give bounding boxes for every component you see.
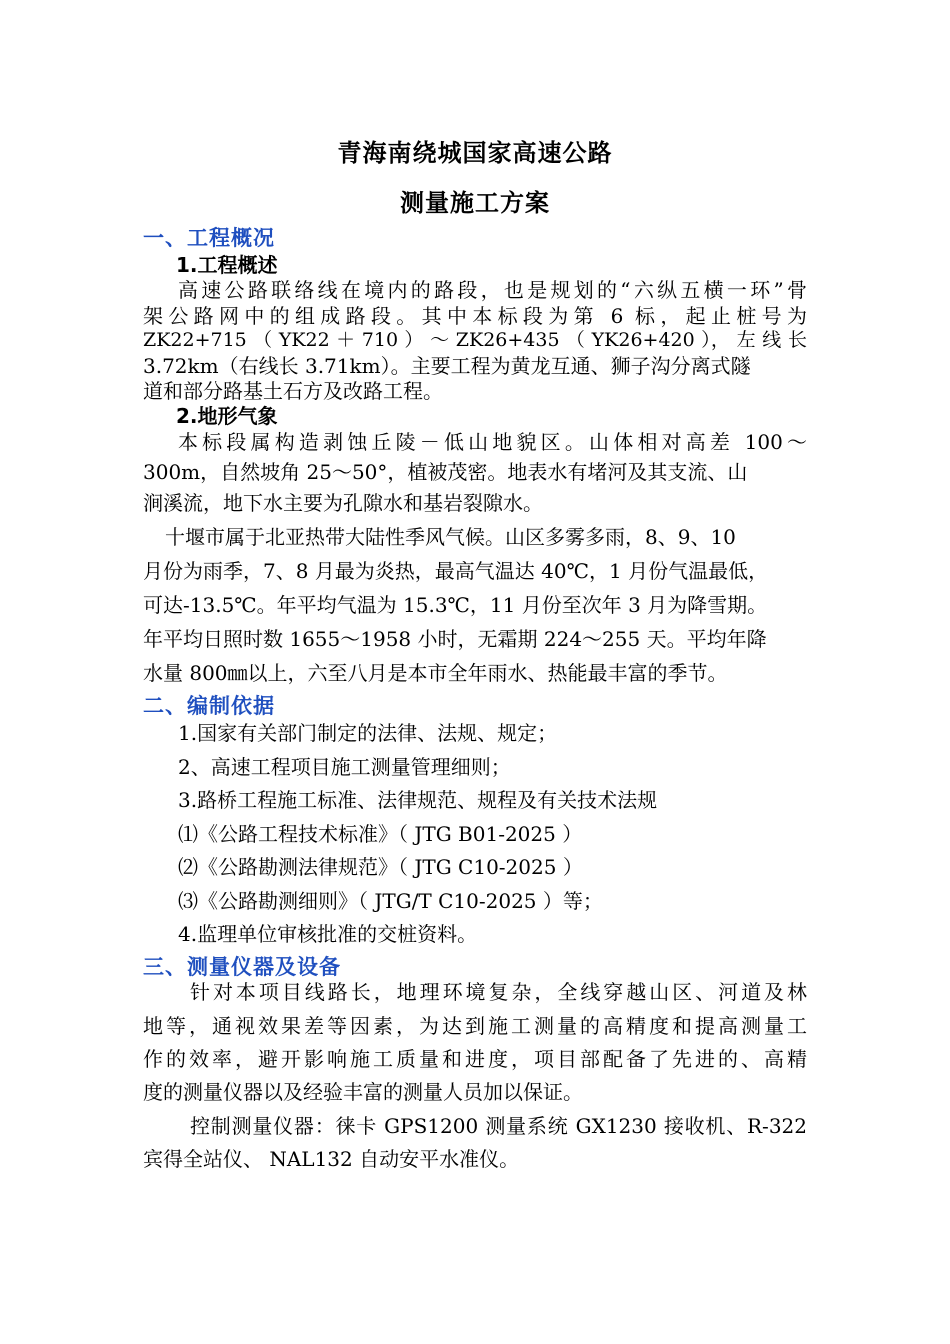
paragraph-line: 度的测量仪器以及经验丰富的测量人员加以保证。 (143, 1080, 583, 1104)
paragraph-line: 针对本项目线路长，地理环境复杂，全线穿越山区、河道及林 (190, 980, 807, 1004)
document-subtitle: 测量施工方案 (400, 189, 550, 217)
list-item: 1.国家有关部门制定的法律、法规、规定； (178, 721, 558, 745)
paragraph-line: 涧溪流，地下水主要为孔隙水和基岩裂隙水。 (143, 491, 543, 515)
paragraph-line: 控制测量仪器：徕卡 GPS1200 测量系统 GX1230 接收机、R-322 (190, 1114, 807, 1138)
paragraph-line: 年平均日照时数 1655～1958 小时，无霜期 224～255 天。平均年降 (143, 627, 767, 651)
list-item: ⑵《公路勘测法律规范》（ JTG C10-2025 ） (178, 855, 583, 879)
list-item: ⑴《公路工程技术标准》（ JTG B01-2025 ） (178, 822, 583, 846)
list-item: 2、高速工程项目施工测量管理细则； (178, 755, 511, 779)
section-heading-overview: 一、工程概况 (143, 226, 275, 250)
paragraph-line: 本标段属构造剥蚀丘陵－低山地貌区。山体相对高差 100～ (178, 430, 807, 454)
paragraph-line: 架公路网中的组成路段。其中本标段为第 6 标，起止桩号为 (143, 304, 807, 328)
paragraph-line: ZK22+715 （ YK22 ＋ 710 ） ～ ZK26+435 （ YK26+420 ）， 左 线 长 (143, 329, 807, 351)
subheading-terrain-climate: 2.地形气象 (176, 404, 278, 428)
list-item: 4.监理单位审核批准的交桩资料。 (178, 922, 478, 946)
paragraph-line: 十堰市属于北亚热带大陆性季风气候。山区多雾多雨，8、9、10 (165, 525, 736, 549)
paragraph-line: 宾得全站仪、 NAL132 自动安平水准仪。 (143, 1147, 520, 1171)
list-item: ⑶《公路勘测细则》（ JTG/T C10-2025 ）等； (178, 889, 603, 913)
paragraph-line: 月份为雨季，7、8 月最为炎热，最高气温达 40℃，1 月份气温最低， (143, 559, 769, 583)
paragraph-line: 道和部分路基土石方及改路工程。 (143, 379, 443, 403)
paragraph-line: 3.72km（右线长 3.71km）。主要工程为黄龙互通、狮子沟分离式隧 (143, 354, 751, 378)
paragraph-line: 作的效率，避开影响施工质量和进度，项目部配备了先进的、高精 (143, 1047, 807, 1071)
section-heading-basis: 二、编制依据 (143, 694, 275, 718)
document-title: 青海南绕城国家高速公路 (337, 139, 613, 167)
paragraph-line: 可达-13.5℃。年平均气温为 15.3℃，11 月份至次年 3 月为降雪期。 (143, 593, 768, 617)
paragraph-line: 高速公路联络线在境内的路段，也是规划的“六纵五横一环”骨 (178, 278, 807, 302)
paragraph-line: 水量 800㎜以上，六至八月是本市全年雨水、热能最丰富的季节。 (143, 661, 728, 685)
paragraph-line: 300m，自然坡角 25～50°，植被茂密。地表水有堵河及其支流、山 (143, 460, 748, 484)
list-item: 3.路桥工程施工标准、法律规范、规程及有关技术法规 (178, 788, 658, 812)
section-heading-instruments: 三、测量仪器及设备 (143, 955, 341, 979)
subheading-project-overview: 1.工程概述 (176, 253, 278, 277)
paragraph-line: 地等，通视效果差等因素，为达到施工测量的高精度和提高测量工 (143, 1014, 807, 1038)
